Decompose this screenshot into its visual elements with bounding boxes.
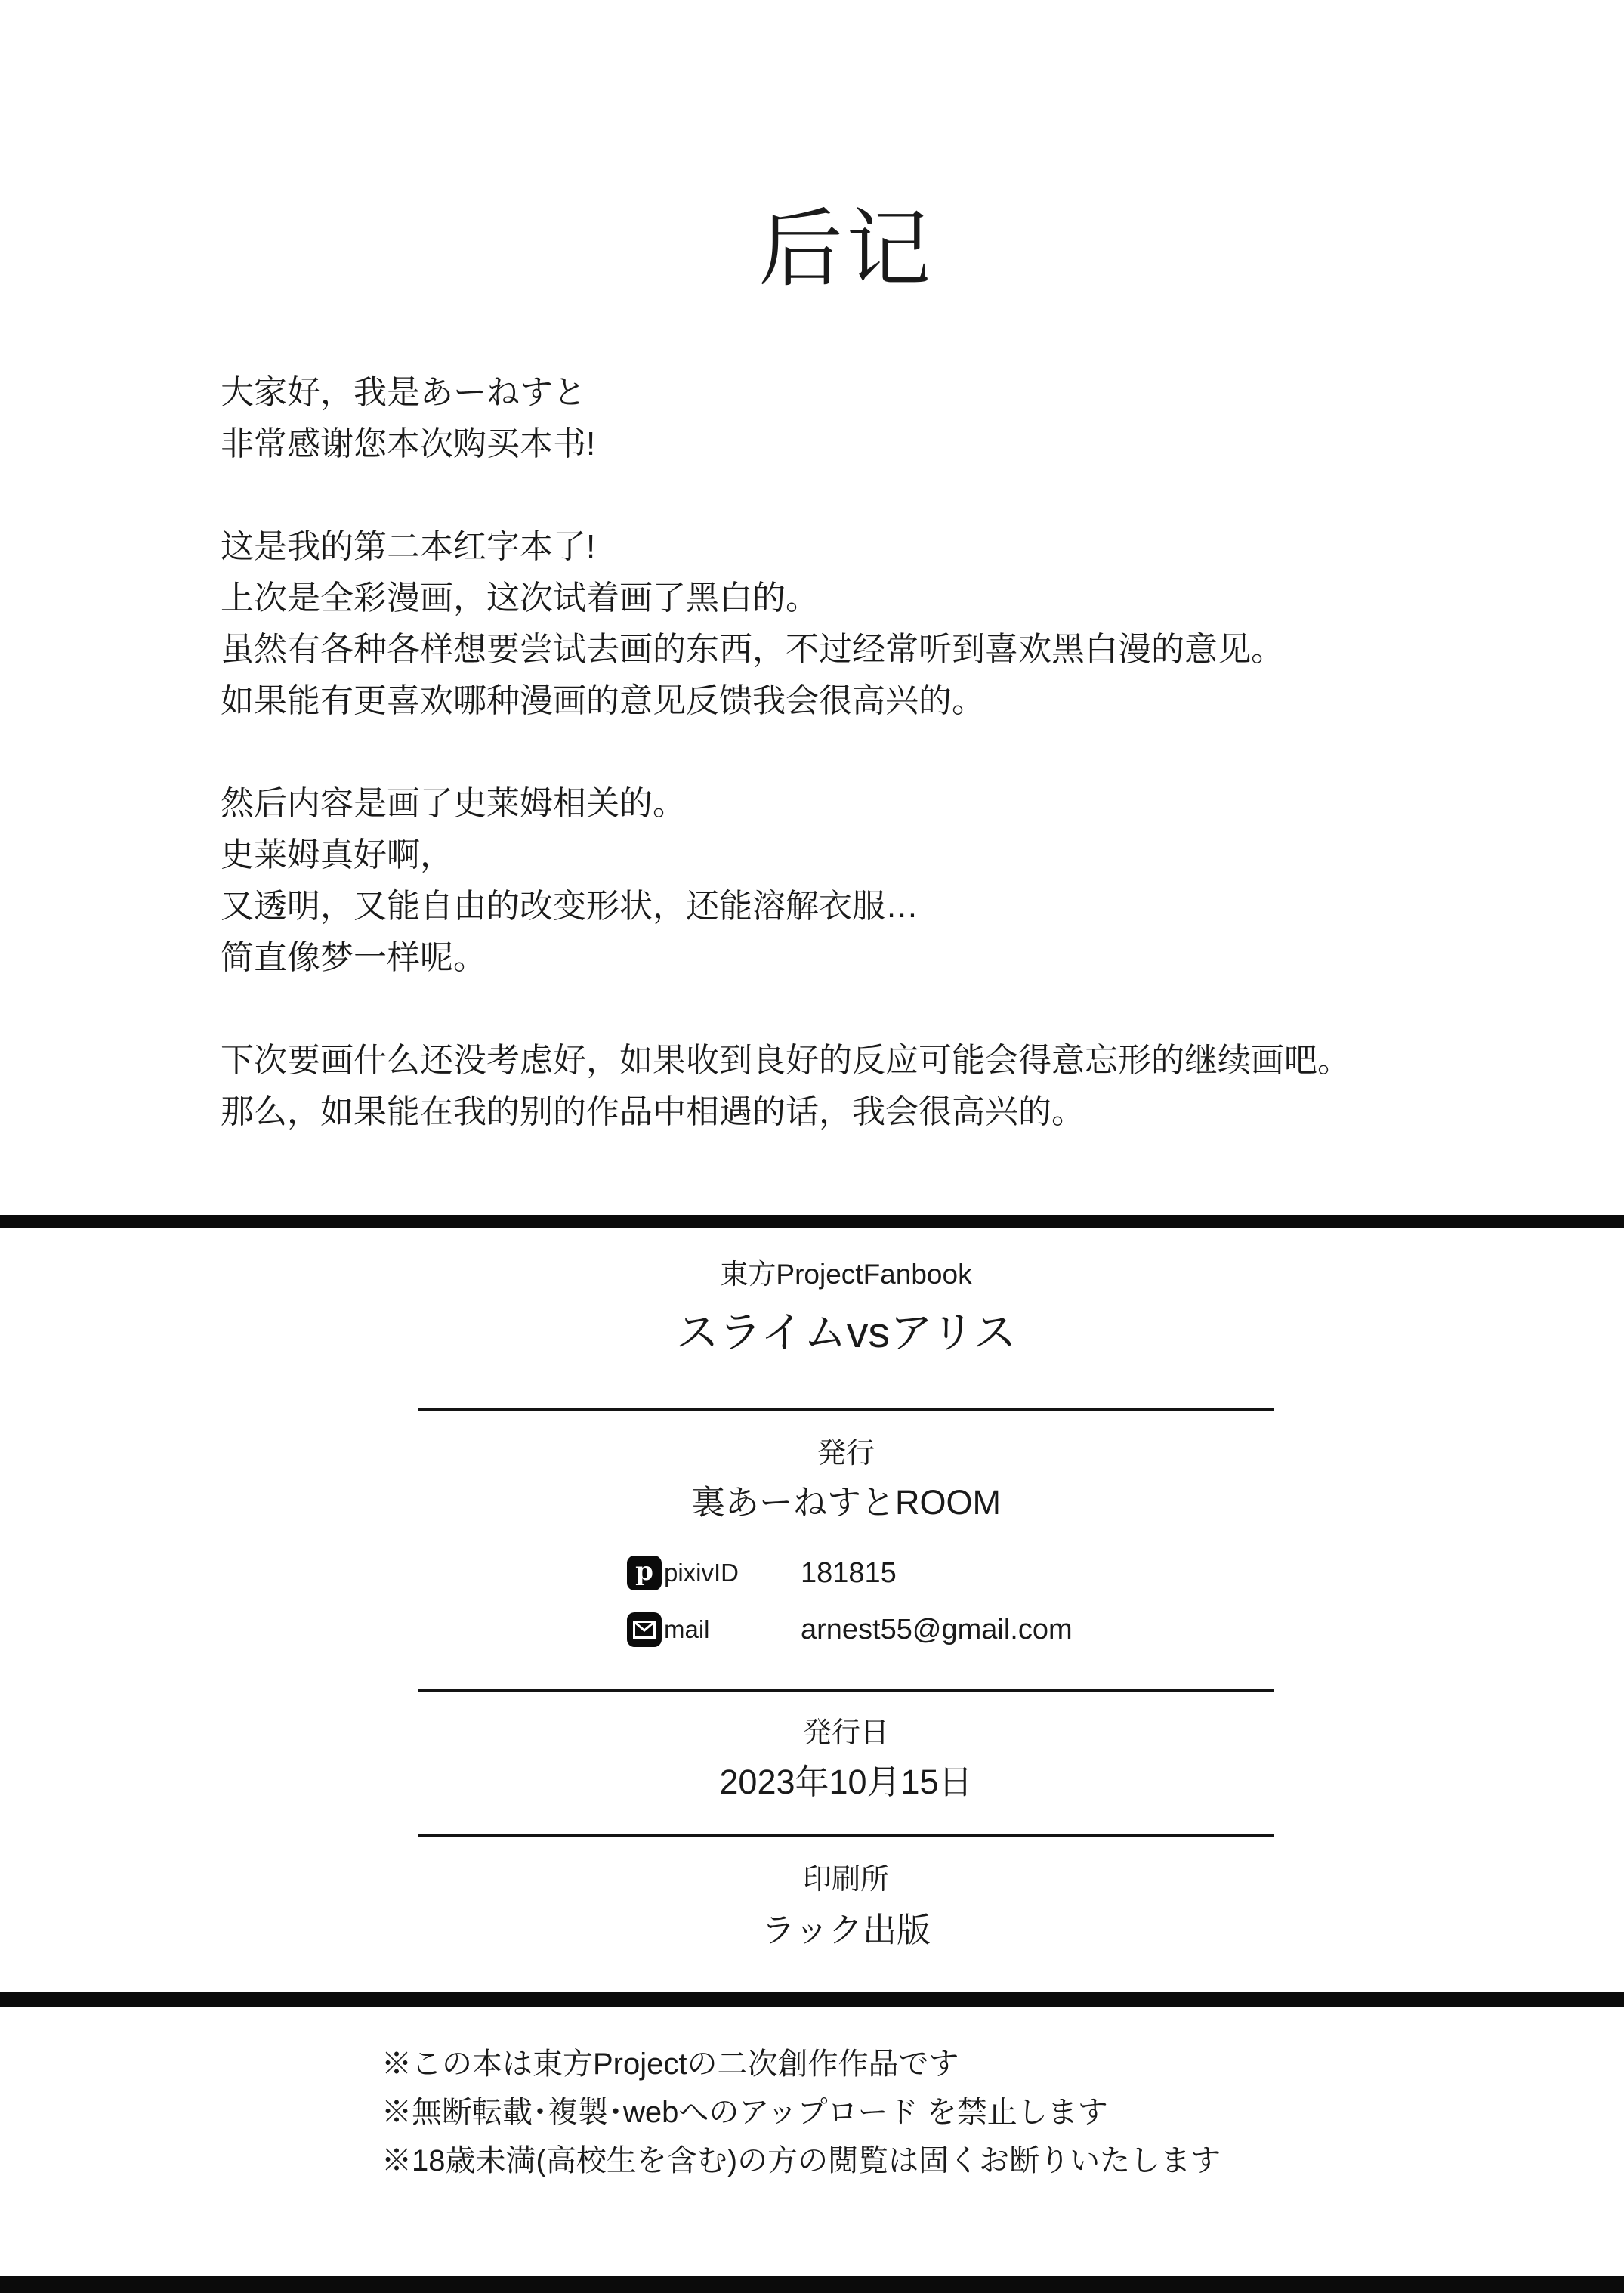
body-line: [221, 470, 1351, 521]
body-line: 那么，如果能在我的别的作品中相遇的话，我会很高兴的。: [221, 1093, 1085, 1130]
mail-value: arnest55@gmail.com: [801, 1613, 1073, 1646]
page-edge-bar: [0, 2276, 1624, 2293]
body-line: [221, 984, 1351, 1035]
pixiv-id-label: pixivID: [664, 1559, 739, 1587]
body-line: 简直像梦一样呢。: [221, 939, 486, 976]
rule-above-publisher: [418, 1408, 1274, 1411]
publish-date-value: 2023年10月15日: [719, 1763, 973, 1801]
afterword-body: [221, 367, 1351, 1138]
body-line: 这是我的第二本红字本了!: [221, 528, 596, 565]
footer-notes: [381, 2040, 1221, 2185]
pixiv-id-value: 181815: [801, 1556, 897, 1589]
footer-note: ※この本は東方Projectの二次創作作品です: [381, 2047, 959, 2081]
series-label: 東方ProjectFanbook: [720, 1259, 972, 1290]
printer-name: ラック出版: [761, 1911, 931, 1949]
footer-note: ※無断転載･複製･webへのアップロード を禁止します: [381, 2096, 1108, 2129]
rule-above-publish-date: [418, 1689, 1274, 1692]
publisher-name: 裏あーねすとROOM: [691, 1483, 1001, 1522]
pixiv-contact-row: [627, 1554, 897, 1592]
body-line: 上次是全彩漫画，这次试着画了黑白的。: [221, 579, 819, 617]
body-line: [221, 727, 1351, 778]
publish-date-label: 発行日: [802, 1717, 889, 1749]
publish-label: 発行: [817, 1438, 875, 1469]
book-title: スライムvsアリス: [675, 1309, 1017, 1357]
rule-above-printer: [418, 1834, 1274, 1837]
page-title: 后记: [758, 202, 934, 296]
body-line: 然后内容是画了史莱姆相关的。: [221, 785, 686, 822]
body-line: 下次要画什么还没考虑好，如果收到良好的反应可能会得意忘形的继续画吧。: [221, 1042, 1351, 1079]
body-line: 非常感谢您本次购买本书!: [221, 425, 596, 462]
body-line: 大家好，我是あーねすと: [221, 374, 586, 411]
mail-envelope-glyph: [633, 1621, 656, 1639]
body-line: 又透明，又能自由的改变形状，还能溶解衣服…: [221, 888, 919, 925]
printer-label: 印刷所: [802, 1864, 889, 1896]
mail-label: mail: [664, 1615, 710, 1643]
mail-icon: [627, 1612, 662, 1647]
pixiv-icon: p: [627, 1556, 662, 1590]
divider-bar-top: [0, 1215, 1624, 1228]
body-line: 虽然有各种各样想要尝试去画的东西，不过经常听到喜欢黑白漫的意见。: [221, 631, 1284, 668]
body-line: 如果能有更喜欢哪种漫画的意见反馈我会很高兴的。: [221, 682, 985, 719]
mail-contact-row: [627, 1611, 1073, 1649]
body-line: 史莱姆真好啊，: [221, 836, 453, 873]
divider-bar-bottom: [0, 1992, 1624, 2007]
footer-note: ※18歳未満(高校生を含む)の方の閲覧は固くお断りいたします: [381, 2144, 1221, 2177]
